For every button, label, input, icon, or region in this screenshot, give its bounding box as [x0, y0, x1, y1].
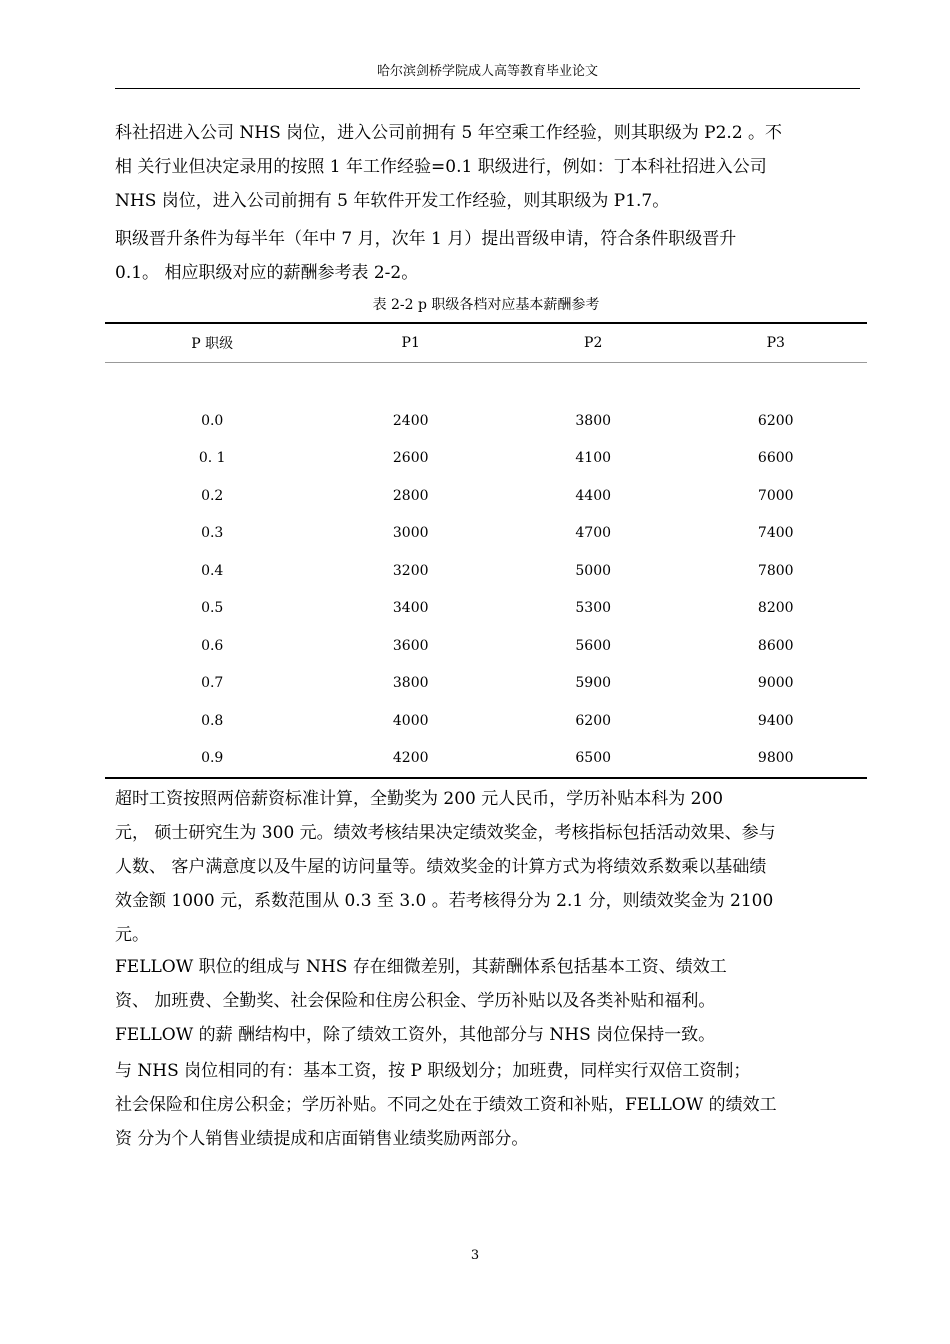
- table-cell: 5000: [575, 562, 612, 579]
- column-header: P 职级: [191, 336, 234, 352]
- table-cell: 9800: [757, 750, 794, 767]
- text-line: 相 关行业但决定录用的按照 1 年工作经验=0.1 职级进行，例如：丁本科社招进入公司: [115, 157, 767, 177]
- table-cell: 0.2: [201, 487, 224, 504]
- table-row: [105, 627, 867, 665]
- header-rule: [115, 88, 860, 89]
- text-line: 超时工资按照两倍薪资标准计算，全勤奖为 200 元人民币，学历补贴本科为 200: [115, 789, 724, 809]
- column-header: P1: [401, 335, 420, 351]
- table-cell: 6200: [757, 412, 794, 429]
- table-cell: 4000: [392, 712, 429, 729]
- text-line: FELLOW 职位的组成与 NHS 存在细微差别，其薪酬体系包括基本工资、绩效工: [115, 957, 727, 977]
- table-cell: 2800: [392, 487, 429, 504]
- table-cell: 3400: [392, 600, 429, 617]
- paragraph-fellow-comparison: [115, 1054, 865, 1156]
- column-header: P2: [584, 335, 603, 351]
- table-row: [105, 552, 867, 590]
- table-header-row: [105, 323, 867, 363]
- table-cell: 8200: [757, 600, 794, 617]
- paragraph-overtime-bonus: [115, 782, 865, 952]
- table-cell: 0.8: [201, 712, 224, 729]
- text-line: 元， 硕士研究生为 300 元。绩效考核结果决定绩效奖金，考核指标包括活动效果、参与: [115, 823, 776, 843]
- text-line: 与 NHS 岗位相同的有：基本工资，按 P 职级划分；加班费，同样实行双倍工资制；: [115, 1061, 751, 1081]
- table-cell: 3600: [392, 637, 429, 654]
- table-spacer-row: [105, 363, 867, 403]
- text-line: NHS 岗位，进入公司前拥有 5 年软件开发工作经验，则其职级为 P1.7。: [115, 191, 670, 211]
- table-cell: 0.0: [201, 412, 224, 429]
- table-row: [105, 665, 867, 703]
- column-header: P3: [766, 335, 785, 351]
- table-cell: 8600: [757, 637, 794, 654]
- table-cell: 0.6: [201, 637, 224, 654]
- table-cell: 2400: [392, 412, 429, 429]
- table-cell: 7800: [757, 562, 794, 579]
- table-cell: 7400: [757, 525, 794, 542]
- paragraph-promotion: [115, 222, 865, 290]
- table-cell: 4700: [575, 525, 612, 542]
- table-caption: 表 2-2 p 职级各档对应基本薪酬参考: [372, 297, 600, 313]
- text-line: 元。: [115, 925, 149, 945]
- table-cell: 7000: [757, 487, 794, 504]
- text-line: 0.1。 相应职级对应的薪酬参考表 2-2。: [115, 263, 419, 283]
- table-cell: 3000: [392, 525, 429, 542]
- table-row: [105, 440, 867, 478]
- table-cell: 0.9: [201, 750, 224, 767]
- table-cell: 2600: [392, 450, 429, 467]
- table-cell: 6500: [575, 750, 612, 767]
- text-line: 资、 加班费、全勤奖、社会保险和住房公积金、学历补贴以及各类补贴和福利。: [115, 991, 716, 1011]
- text-line: 科社招进入公司 NHS 岗位，进入公司前拥有 5 年空乘工作经验，则其职级为 P2.2 。不: [115, 123, 783, 143]
- text-line: 人数、 客户满意度以及牛屋的访问量等。绩效奖金的计算方式为将绩效系数乘以基础绩: [115, 857, 767, 877]
- table-cell: 9000: [757, 675, 794, 692]
- text-line: FELLOW 的薪 酬结构中，除了绩效工资外，其他部分与 NHS 岗位保持一致。: [115, 1025, 716, 1045]
- running-header: 哈尔滨剑桥学院成人高等教育毕业论文: [376, 64, 598, 79]
- table-cell: 5900: [575, 675, 612, 692]
- table-cell: 0.4: [201, 562, 224, 579]
- table-cell: 9400: [757, 712, 794, 729]
- table-cell: 4100: [575, 450, 612, 467]
- table-row: [105, 515, 867, 553]
- text-line: 资 分为个人销售业绩提成和店面销售业绩奖励两部分。: [115, 1129, 529, 1149]
- table-cell: 3800: [575, 412, 612, 429]
- table-cell: 0. 1: [198, 450, 226, 467]
- table-cell: 4200: [392, 750, 429, 767]
- table-cell: 0.3: [201, 525, 224, 542]
- paragraph-fellow-structure: [115, 950, 865, 1052]
- table-cell: 0.5: [201, 600, 224, 617]
- salary-table: [105, 322, 867, 779]
- paragraph-rank-rules: [115, 116, 865, 218]
- table-cell: 0.7: [201, 675, 224, 692]
- table-row: [105, 590, 867, 628]
- table-cell: 4400: [575, 487, 612, 504]
- text-line: 社会保险和住房公积金；学历补贴。不同之处在于绩效工资和补贴，FELLOW 的绩效工: [115, 1095, 777, 1115]
- table-cell: 3200: [392, 562, 429, 579]
- table-cell: 3800: [392, 675, 429, 692]
- text-line: 效金额 1000 元，系数范围从 0.3 至 3.0 。若考核得分为 2.1 分，则绩效奖金为 2100: [115, 891, 774, 911]
- table-cell: 6200: [575, 712, 612, 729]
- table-cell: 5300: [575, 600, 612, 617]
- table-cell: 6600: [757, 450, 794, 467]
- page-number: 3: [470, 1248, 480, 1263]
- table-row: [105, 402, 867, 440]
- table-row: [105, 477, 867, 515]
- text-line: 职级晋升条件为每半年（年中 7 月，次年 1 月）提出晋级申请，符合条件职级晋升: [115, 229, 737, 249]
- table-row: [105, 740, 867, 779]
- table-cell: 5600: [575, 637, 612, 654]
- table-row: [105, 702, 867, 740]
